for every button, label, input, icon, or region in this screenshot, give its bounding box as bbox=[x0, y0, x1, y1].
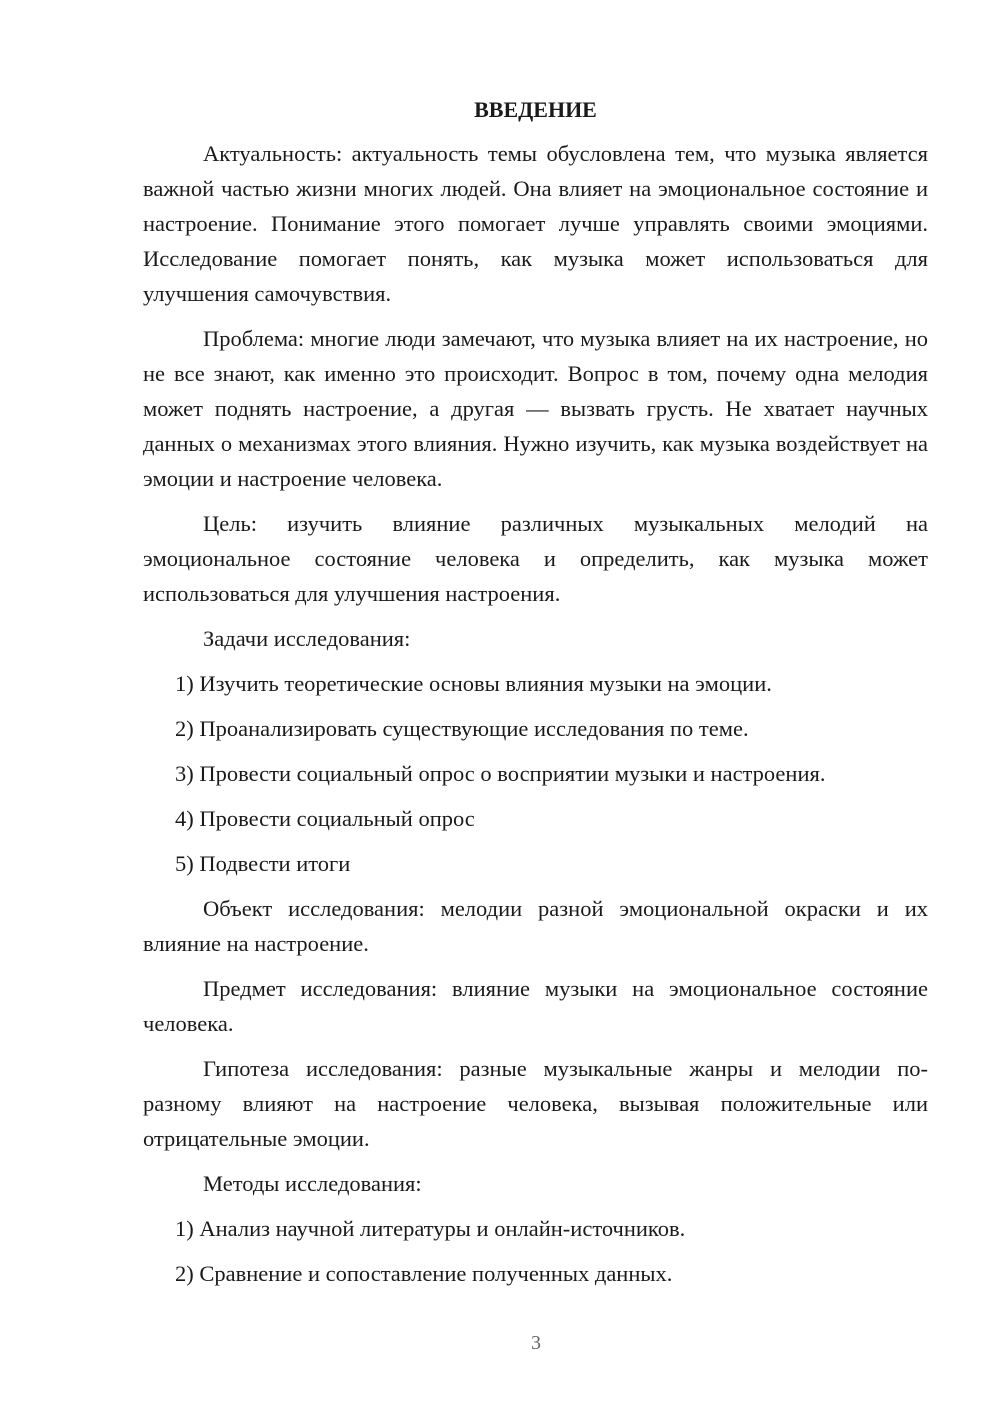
object-paragraph: Объект исследования: мелодии разной эмоциональной окраски и их влияние на настроение. bbox=[143, 896, 928, 956]
tasks-list bbox=[143, 666, 928, 881]
hypothesis-paragraph: Гипотеза исследования: разные музыкальные жанры и мелодии по-разному влияют на настроение человека, вызывая положительные или отрицательные эмоции. bbox=[143, 1056, 928, 1151]
list-item: 2) Проанализировать существующие исследования по теме. bbox=[175, 716, 749, 741]
page-number: 3 bbox=[531, 1332, 541, 1354]
list-item: 3) Провести социальный опрос о восприятии музыки и настроения. bbox=[175, 761, 826, 786]
list-item: 5) Подвести итоги bbox=[175, 851, 351, 876]
problem-paragraph: Проблема: многие люди замечают, что музыка влияет на их настроение, но не все знают, как именно это происходит. Вопрос в том, почему одна мелодия может поднять настроение, а другая — вызвать грусть. Не хватает научных данных о механизмах этого влияния. Нужно изучить, как музыка воздействует на эмоции и настроение человека. bbox=[143, 326, 928, 491]
list-item: 2) Сравнение и сопоставление полученных данных. bbox=[175, 1261, 673, 1286]
methods-list bbox=[143, 1211, 928, 1291]
section-heading: ВВЕДЕНИЕ bbox=[474, 97, 597, 122]
list-item: 1) Анализ научной литературы и онлайн-источников. bbox=[175, 1216, 686, 1241]
relevance-paragraph: Актуальность: актуальность темы обусловлена тем, что музыка является важной частью жизни многих людей. Она влияет на эмоциональное состояние и настроение. Понимание этого помогает лучше управлять своими эмоциями. Исследование помогает понять, как музыка может использоваться для улучшения самочувствия. bbox=[143, 141, 928, 306]
list-item: 1) Изучить теоретические основы влияния музыки на эмоции. bbox=[175, 671, 772, 696]
methods-title: Методы исследования: bbox=[203, 1171, 422, 1196]
document-page bbox=[143, 90, 928, 1301]
list-item: 4) Провести социальный опрос bbox=[175, 806, 475, 831]
goal-paragraph: Цель: изучить влияние различных музыкальных мелодий на эмоциональное состояние человека и определить, как музыка может использоваться для улучшения настроения. bbox=[143, 511, 928, 606]
tasks-title: Задачи исследования: bbox=[203, 626, 411, 651]
subject-paragraph: Предмет исследования: влияние музыки на эмоциональное состояние человека. bbox=[143, 976, 928, 1036]
